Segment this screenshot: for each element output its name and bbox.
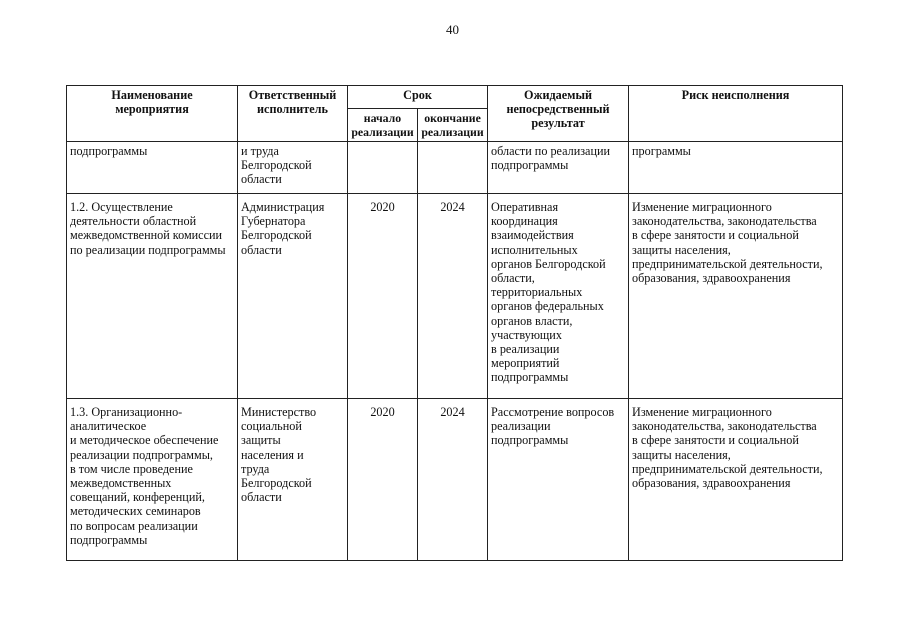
- cell-executor: и труда Белгородской области: [238, 142, 348, 194]
- header-end: окончание реализации: [418, 109, 488, 142]
- header-name: Наименование мероприятия: [67, 86, 238, 142]
- page-number: 40: [446, 22, 459, 37]
- header-risk: Риск неисполнения: [629, 86, 843, 142]
- cell-start: 2020: [348, 194, 418, 399]
- table-row: [67, 142, 843, 194]
- measures-table: [66, 85, 843, 561]
- cell-risk: Изменение миграционного законодательства, законодательства в сфере занятости и социальной защиты населения, предпринимательской деятельности, образования, здравоохранения: [629, 399, 843, 561]
- table-header: [67, 86, 843, 142]
- cell-start: [348, 142, 418, 194]
- table-row: [67, 194, 843, 399]
- cell-end: 2024: [418, 194, 488, 399]
- cell-result: Рассмотрение вопросов реализации подпрограммы: [488, 399, 629, 561]
- cell-result: области по реализации подпрограммы: [488, 142, 629, 194]
- header-executor: Ответственный исполнитель: [238, 86, 348, 142]
- header-term: Срок: [348, 86, 488, 109]
- cell-executor: Министерство социальной защиты населения и труда Белгородской области: [238, 399, 348, 561]
- header-result: Ожидаемый непосредственный результат: [488, 86, 629, 142]
- cell-risk: Изменение миграционного законодательства, законодательства в сфере занятости и социальной защиты населения, предпринимательской деятельности, образования, здравоохранения: [629, 194, 843, 399]
- cell-start: 2020: [348, 399, 418, 561]
- cell-name: 1.2. Осуществление деятельности областной межведомственной комиссии по реализации подпрограммы: [67, 194, 238, 399]
- cell-name: подпрограммы: [67, 142, 238, 194]
- cell-end: 2024: [418, 399, 488, 561]
- cell-name: 1.3. Организационно- аналитическое и методическое обеспечение реализации подпрограммы, в том числе проведение межведомственных совещаний, конференций, методических семинаров по вопросам реализации подпрограммы: [67, 399, 238, 561]
- cell-result: Оперативная координация взаимодействия исполнительных органов Белгородской области, территориальных органов федеральных органов власти, участвующих в реализации мероприятий подпрограммы: [488, 194, 629, 399]
- header-start: начало реализации: [348, 109, 418, 142]
- cell-end: [418, 142, 488, 194]
- cell-risk: программы: [629, 142, 843, 194]
- cell-executor: Администрация Губернатора Белгородской области: [238, 194, 348, 399]
- table-row: [67, 399, 843, 561]
